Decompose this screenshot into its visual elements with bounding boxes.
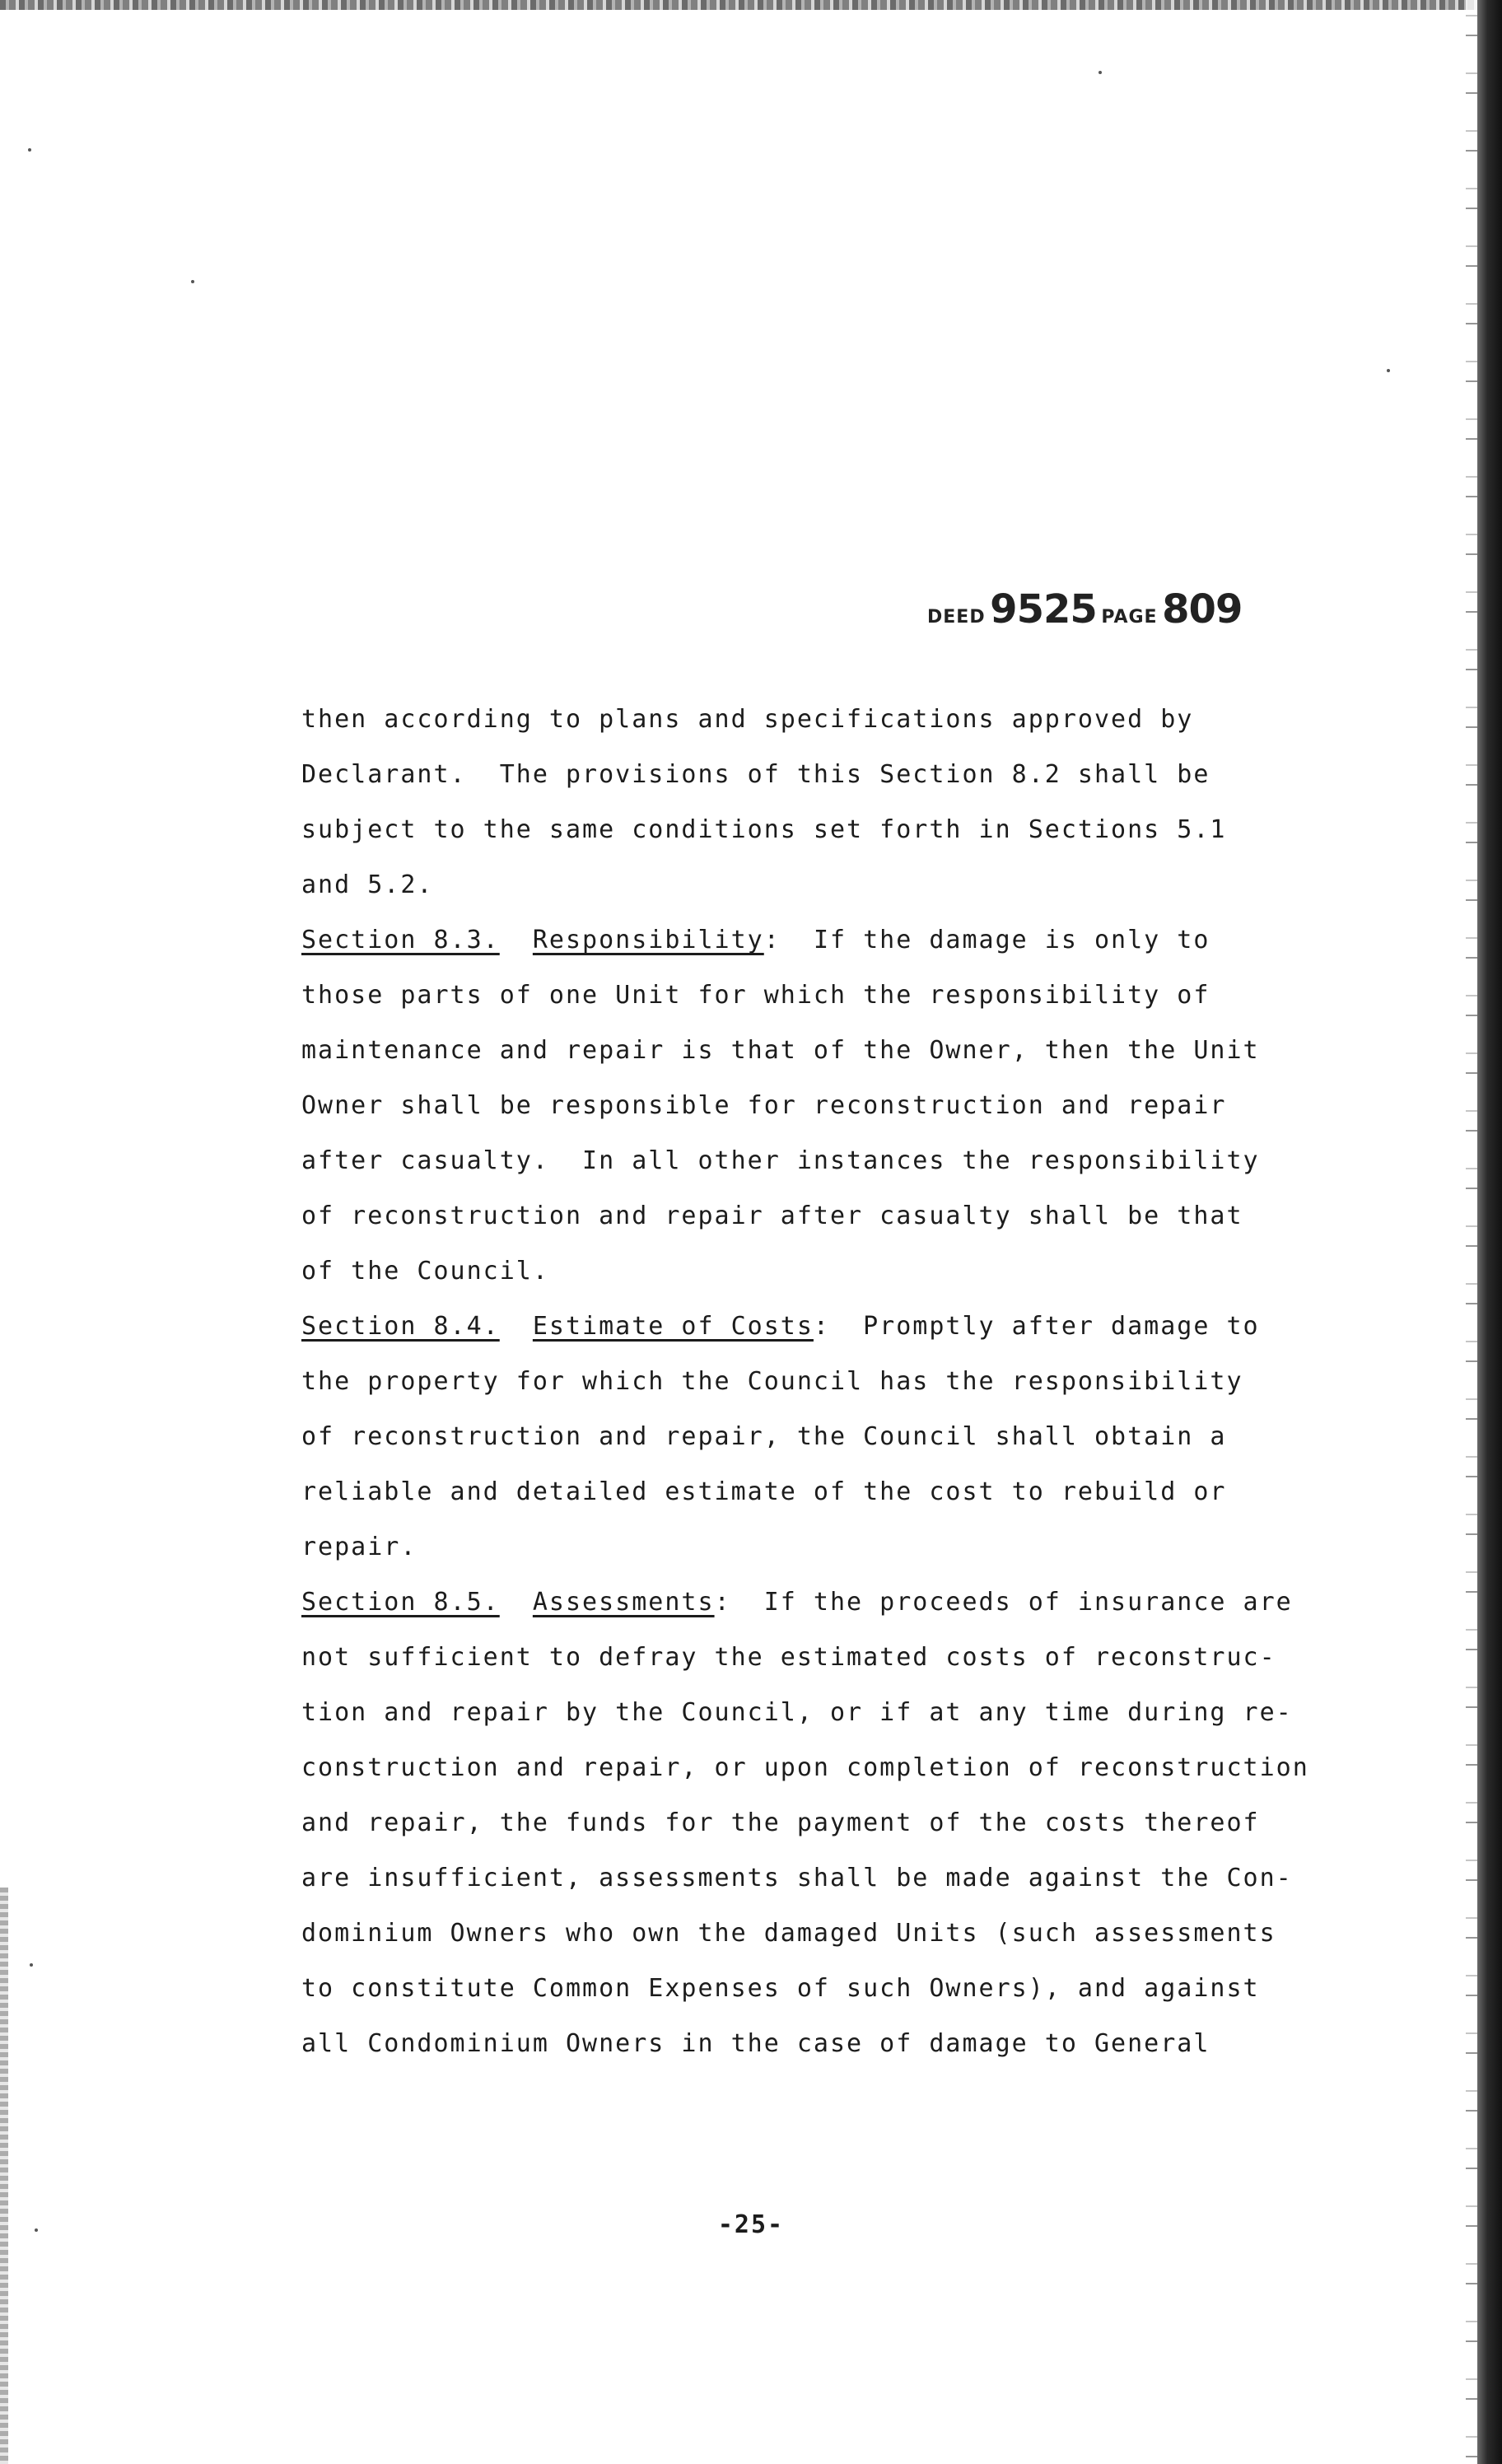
section-number: Section 8.3. xyxy=(301,926,500,954)
section-lead-text: If the proceeds of insurance are xyxy=(763,1588,1293,1617)
section-8-3 xyxy=(301,912,1339,1299)
scan-left-edge xyxy=(0,1888,8,2464)
scan-speck xyxy=(30,1963,33,1967)
section-heading-line: Section 8.4. Estimate of Costs: Promptly after damage to xyxy=(301,1312,1260,1341)
text-line: repair. xyxy=(301,1533,417,1561)
section-number: Section 8.4. xyxy=(301,1312,500,1341)
scan-speck xyxy=(1099,71,1102,74)
section-heading-line: Section 8.5. Assessments: If the proceeds of insurance are xyxy=(301,1588,1293,1617)
text-line: reliable and detailed estimate of the cost to rebuild or xyxy=(301,1477,1227,1506)
paragraph-continuation xyxy=(301,692,1339,912)
text-line: to constitute Common Expenses of such Owners), and against xyxy=(301,1974,1260,2003)
stamp-page-number: 809 xyxy=(1162,586,1243,632)
text-line: not sufficient to defray the estimated costs of reconstruc- xyxy=(301,1643,1276,1672)
document-body xyxy=(301,692,1339,2071)
scan-top-noise xyxy=(0,0,1502,10)
section-lead-text: Promptly after damage to xyxy=(863,1312,1260,1341)
section-number: Section 8.5. xyxy=(301,1588,500,1617)
text-line: and 5.2. xyxy=(301,870,434,899)
section-8-5 xyxy=(301,1575,1339,2071)
text-line: subject to the same conditions set forth in Sections 5.1 xyxy=(301,815,1227,844)
text-line: dominium Owners who own the damaged Units (such assessments xyxy=(301,1919,1276,1948)
text-line: all Condominium Owners in the case of damage to General xyxy=(301,2029,1210,2058)
stamp-book-number: 9525 xyxy=(990,586,1097,632)
text-line: those parts of one Unit for which the responsibility of xyxy=(301,981,1210,1010)
book-page-stamp xyxy=(927,586,1242,632)
text-line: are insufficient, assessments shall be made against the Con- xyxy=(301,1864,1293,1892)
section-title: Estimate of Costs xyxy=(532,1312,814,1341)
text-line: of the Council. xyxy=(301,1257,549,1286)
section-heading-line: Section 8.3. Responsibility: If the damage is only to xyxy=(301,926,1210,954)
text-line: after casualty. In all other instances the responsibility xyxy=(301,1146,1260,1175)
text-line: and repair, the funds for the payment of the costs thereof xyxy=(301,1808,1260,1837)
section-8-4 xyxy=(301,1299,1339,1575)
scan-right-edge xyxy=(1477,0,1502,2464)
text-line: Owner shall be responsible for reconstruction and repair xyxy=(301,1091,1227,1120)
text-line: maintenance and repair is that of the Owner, then the Unit xyxy=(301,1036,1260,1065)
text-line: the property for which the Council has the responsibility xyxy=(301,1367,1243,1396)
section-lead-text: If the damage is only to xyxy=(813,926,1210,954)
page-number: -25- xyxy=(717,2210,785,2239)
text-line: of reconstruction and repair, the Council shall obtain a xyxy=(301,1422,1227,1451)
text-line: Declarant. The provisions of this Section 8.2 shall be xyxy=(301,760,1210,789)
text-line: of reconstruction and repair after casualty shall be that xyxy=(301,1202,1243,1230)
section-title: Assessments xyxy=(532,1588,715,1617)
scan-speck xyxy=(28,148,31,152)
section-title: Responsibility xyxy=(532,926,764,954)
scan-speck xyxy=(1387,369,1390,372)
stamp-book-label: DEED xyxy=(927,607,986,628)
text-line: then according to plans and specifications approved by xyxy=(301,705,1194,734)
scan-speck xyxy=(191,280,194,283)
text-line: construction and repair, or upon completion of reconstruction xyxy=(301,1753,1309,1782)
stamp-page-label: PAGE xyxy=(1101,607,1158,628)
scan-right-margin-marks xyxy=(1466,0,1477,2464)
text-line: tion and repair by the Council, or if at any time during re- xyxy=(301,1698,1293,1727)
